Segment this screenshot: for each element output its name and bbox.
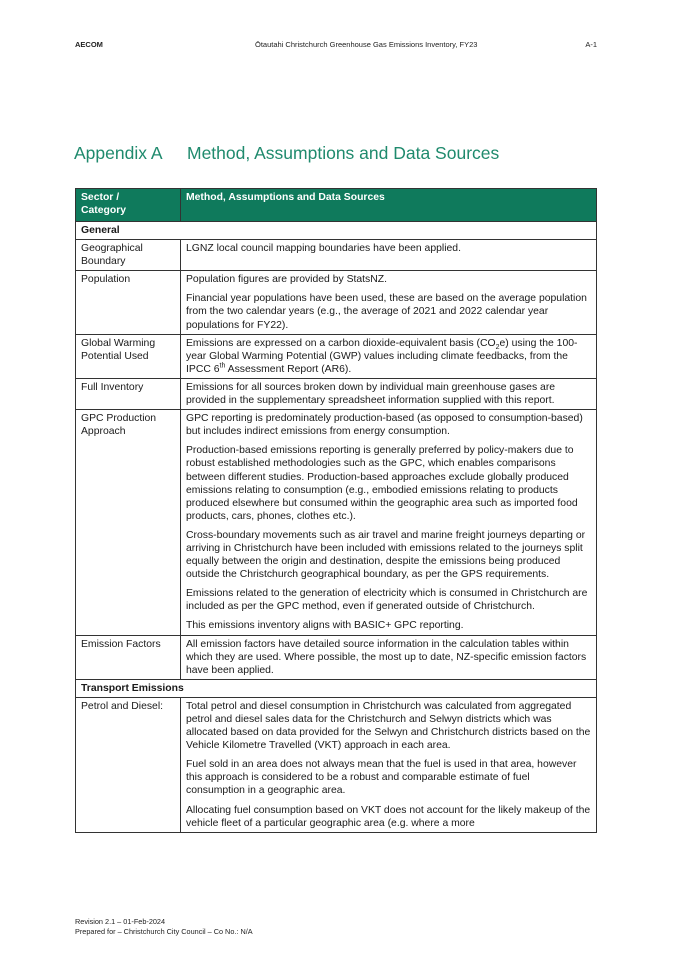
paragraph: Population figures are provided by StatsNZ. (186, 274, 387, 286)
row-label-gpc-production (76, 410, 181, 635)
paragraph (186, 337, 591, 376)
row-text-full-inventory (181, 378, 597, 409)
col-header-sector-line2: Category (81, 205, 127, 217)
row-label-full-inventory: Full Inventory (76, 378, 181, 409)
footer-revision: Revision 2.1 – 01-Feb-2024 (75, 917, 166, 926)
section-row-general (76, 222, 597, 240)
table-row (76, 410, 597, 635)
row-text-emission-factors (181, 635, 597, 679)
table-row (76, 240, 597, 271)
row-text-gwp (181, 334, 597, 378)
paragraph: Total petrol and diesel consumption in Christchurch was calculated from aggregated petrol and diesel sales data for the Christchurch and Selwyn districts which was allocated based on data provided for the Selwyn and Christchurch districts based on the Vehicle Kilometre Travelled (VKT) approach in each area. (186, 700, 591, 752)
row-label-geographical-boundary (76, 240, 181, 271)
section-row-transport (76, 679, 597, 697)
text-run: Emissions are expressed on a carbon dioxide-equivalent basis (CO (186, 337, 496, 349)
section-label-general: General (76, 222, 597, 240)
page-footer (75, 917, 253, 936)
row-text-population (181, 271, 597, 334)
row-label-emission-factors: Emission Factors (76, 635, 181, 679)
row-label-line: Approach (81, 426, 126, 438)
table-row (76, 635, 597, 679)
text-run: e) using the 100-year Global Warming Potential (GWP) values including climate feedbacks, from the IPCC 6 (186, 337, 578, 375)
table-row (76, 334, 597, 378)
text-run: Assessment Report (AR6). (225, 363, 352, 375)
row-text-petrol-diesel (181, 697, 597, 832)
paragraph: Emissions for all sources broken down by individual main greenhouse gases are provided in the supplementary spreadsheet information supplied with this report. (186, 381, 556, 407)
paragraph: All emission factors have detailed source information in the calculation tables within which they are used. Where possible, the most up to date, NZ-specific emission factors have been applied. (186, 638, 587, 676)
paragraph: Allocating fuel consumption based on VKT does not account for the likely makeup of the vehicle fleet of a particular geographic area (e.g. where a more (186, 804, 591, 829)
row-text-geographical-boundary (181, 240, 597, 271)
appendix-title: Method, Assumptions and Data Sources (187, 143, 500, 163)
header-doc-title: Ōtautahi Christchurch Greenhouse Gas Emissions Inventory, FY23 (255, 40, 478, 49)
paragraph: Fuel sold in an area does not always mean that the fuel is used in that area, however this approach is considered to be a robust and comparable estimate of fuel consumption in a geographic area. (186, 759, 577, 797)
paragraph: Emissions related to the generation of electricity which is consumed in Christchurch are included as per the GPC method, even if generated outside of Christchurch. (186, 588, 588, 613)
col-header-sector (76, 189, 181, 222)
row-label-petrol-diesel: Petrol and Diesel: (76, 697, 181, 832)
paragraph: LGNZ local council mapping boundaries have been applied. (186, 243, 461, 255)
appendix-heading (74, 143, 499, 164)
header-page-number: A-1 (585, 40, 597, 49)
row-label-line: Boundary (81, 256, 126, 268)
table-row (76, 271, 597, 334)
appendix-number: Appendix A (74, 143, 163, 163)
paragraph: Cross-boundary movements such as air travel and marine freight journeys departing or arriving in Christchurch have been included with emissions related to the journeys split equally between the origin and destination, despite the emissions being produced outside the Christchurch geographical boundary, as per the GPS requirements. (186, 529, 586, 581)
table-row (76, 378, 597, 409)
footer-prepared-for: Prepared for – Christchurch City Council – Co No.: N/A (75, 926, 253, 936)
paragraph: GPC reporting is predominately production-based (as opposed to consumption-based) but includes indirect emissions from energy consumption. (186, 413, 583, 438)
row-label-line: Global Warming (81, 337, 156, 349)
col-header-method: Method, Assumptions and Data Sources (181, 189, 597, 222)
method-table (75, 188, 597, 833)
row-text-gpc-production (181, 410, 597, 635)
table-row (76, 697, 597, 832)
section-label-transport: Transport Emissions (76, 679, 597, 697)
superscript: th (219, 362, 226, 370)
col-header-sector-line1: Sector / (81, 192, 120, 203)
table-header-row (76, 189, 597, 222)
row-label-gwp (76, 334, 181, 378)
row-label-line: Potential Used (81, 350, 149, 362)
paragraph: This emissions inventory aligns with BASIC+ GPC reporting. (186, 620, 464, 632)
paragraph: Production-based emissions reporting is generally preferred by policy-makers due to robust established methodologies such as the GPC, which enables comparisons between different studies. Production-based approaches exclude globally produced emissions relating to consumption (e.g., embodied emissions relating to products produced elsewhere but consumed within the geographic area such as imported food products, cars, phones, clothes etc.). (186, 445, 578, 522)
row-label-population: Population (76, 271, 181, 334)
row-label-line: Geographical (81, 243, 143, 255)
subscript: 2 (495, 343, 500, 351)
paragraph: Financial year populations have been used, these are based on the average population from the two calendar years (e.g., the average of 2021 and 2022 calendar year populations for FY22). (186, 293, 587, 331)
row-label-line: GPC Production (81, 413, 157, 425)
header-org: AECOM (75, 40, 103, 49)
